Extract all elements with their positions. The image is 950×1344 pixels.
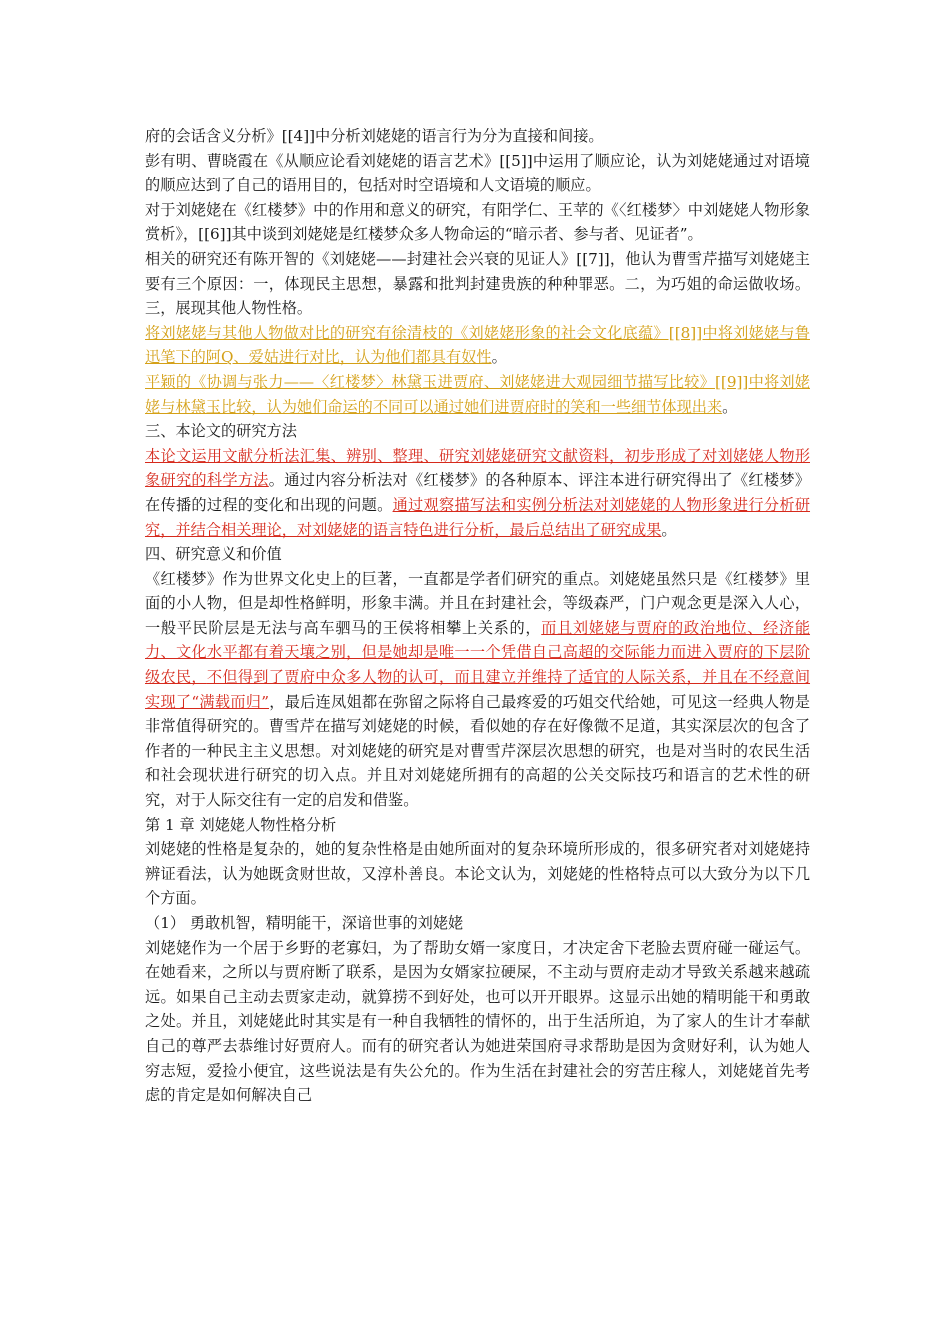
text-run: 相关的研究还有陈开智的《刘姥姥——封建社会兴衰的见证人》[[7]]，他认为曹雪芹描写刘姥姥主要有三个原因：一，体现民主思想，暴露和批判封建贵族的种种罪恶。二，为巧姐的命运做收场。三，展现其他人物性格。 [145,249,810,318]
text-run: 三、本论文的研究方法 [145,422,297,441]
subsection-heading [145,911,810,936]
highlighted-text: 而且刘姥姥与贾府的政治地位、经济能力、文化水平都有着天壤之别，但是她却是唯一一个凭借自己高超的交际能力而进入贾府的下层阶级农民， [145,618,811,687]
text-run: 刘姥姥作为一个居于乡野的老寡妇，为了帮助女婿一家度日，才决定舍下老脸去贾府碰一碰运气。在她看来，之所以与贾府断了联系，是因为女婿家拉硬屎，不主动与贾府走动才导致关系越来越疏远。如果自己主动去贾家走动，就算捞不到好处，也可以开开眼界。这显示出她的精明能干和勇敢之处。并且，刘姥姥此时其实是有一种自我牺牲的情怀的，出于生活所迫，为了家人的生计才奉献自己的尊严去恭维讨好贾府人。而有的研究者认为她进荣国府寻求帮助是因为贪财好利，认为她人穷志短，爱捡小便宜，这些说法是有失公允的。作为生活在封建社会的穷苦庄稼人，刘姥姥首先考虑的肯定是如何解决自己 [145,938,810,1105]
highlighted-text: 不但得到了贾府中众多人物的认可，而且建立并维持了适宜的人际关系，并且在不经意间实现了“满载而归” [145,668,811,711]
text-run: 《红楼梦》作为世界文化史上的巨著，一直都是学者们研究的重点。刘姥姥虽然只是《红楼梦》里面的小人物，但是却性格鲜明，形象丰满。并且在封建社会，等级森严，门户观念更是深入人心，一般平民阶层是无法与高车驷马的王侯将相攀上关系的， [145,569,810,637]
text-run: 彭有明、曹晓霞在《从顺应论看刘姥姥的语言艺术》[[5]]中运用了顺应论，认为刘姥姥通过对语境的顺应达到了自己的语用目的，包括对时空语境和人文语境的顺应。 [145,151,810,195]
highlighted-text: 平颖的《协调与张力——〈红楼梦〉林黛玉进贾府、刘姥姥进大观园细节描写比较》[[9]]中将刘姥姥与林黛玉比较，认为她们命运的不同可以通过她们进贾府时的笑和一些细节体现出来 [145,372,810,416]
text-run: 第 1 章 刘姥姥人物性格分析 [145,815,337,834]
text-run: 。 [661,520,677,539]
chapter-heading [145,813,810,838]
text-run: （1） 勇敢机智，精明能干，深谙世事的刘姥姥 [145,914,464,932]
paragraph [145,444,810,542]
document-body [145,124,810,1108]
paragraph [145,936,810,1108]
text-run: ，最后连凤姐都在弥留之际将自己最疼爱的巧姐交代给她，可见这一经典人物是非常值得研究的。曹雪芹在描写刘姥姥的时候，看似她的存在好像微不足道，其实深层次的包含了作者的一种民主主义思想。对刘姥姥的研究是对曹雪芹深层次思想的研究，也是对当时的农民生活和社会现状进行研究的切入点。并且对刘姥姥所拥有的高超的公关交际技巧和语言的艺术性的研究，对于人际交往有一定的启发和借鉴。 [145,692,810,810]
text-run: 四、研究意义和价值 [145,545,282,564]
text-run: 刘姥姥的性格是复杂的，她的复杂性格是由她所面对的复杂环境所形成的，很多研究者对刘姥姥持辨证看法，认为她既贪财世故，又淳朴善良。本论文认为，刘姥姥的性格特点可以大致分为以下几个方面。 [145,840,810,908]
paragraph [145,370,810,419]
highlighted-text: 通过观察描写法和实例分析法对刘姥姥的人物形象进行分析研究，并结合相关理论，对刘姥姥的语言特色进行分析，最后总结出了研究成果 [145,495,811,539]
text-run: 。 [722,397,738,416]
paragraph [145,124,810,149]
text-run: 对于刘姥姥在《红楼梦》中的作用和意义的研究，有阳学仁、王苹的《〈红楼梦〉中刘姥姥人物形象赏析》，[[6]]其中谈到刘姥姥是红楼梦众多人物命运的“暗示者、参与者、见证者”。 [145,200,810,244]
text-run: 。通过内容分析法对《红楼梦》的各种原本、评注本进行研究得出了《红楼梦》在传播的过程的变化和出现的问题。 [145,471,811,514]
paragraph [145,198,810,247]
section-heading [145,542,810,567]
highlighted-text: 本论文运用文献分析法汇集、辨别、整理、研究刘姥姥研究文献资料，初步形成了对刘姥姥人物形象研究的科学方法 [145,446,810,490]
paragraph [145,149,810,198]
highlighted-text: 将刘姥姥与其他人物做对比的研究有徐清枝的《刘姥姥形象的社会文化底蕴》[[8]]中将刘姥姥与鲁迅笔下的阿Q、爱姑进行对比，认为他们都具有奴性 [145,323,810,367]
paragraph [145,321,810,370]
paragraph [145,567,810,813]
paragraph [145,247,810,321]
paragraph [145,837,810,911]
text-run: 府的会话含义分析》[[4]]中分析刘姥姥的语言行为分为直接和间接。 [145,127,604,145]
text-run: 。 [491,348,507,367]
section-heading [145,419,810,444]
